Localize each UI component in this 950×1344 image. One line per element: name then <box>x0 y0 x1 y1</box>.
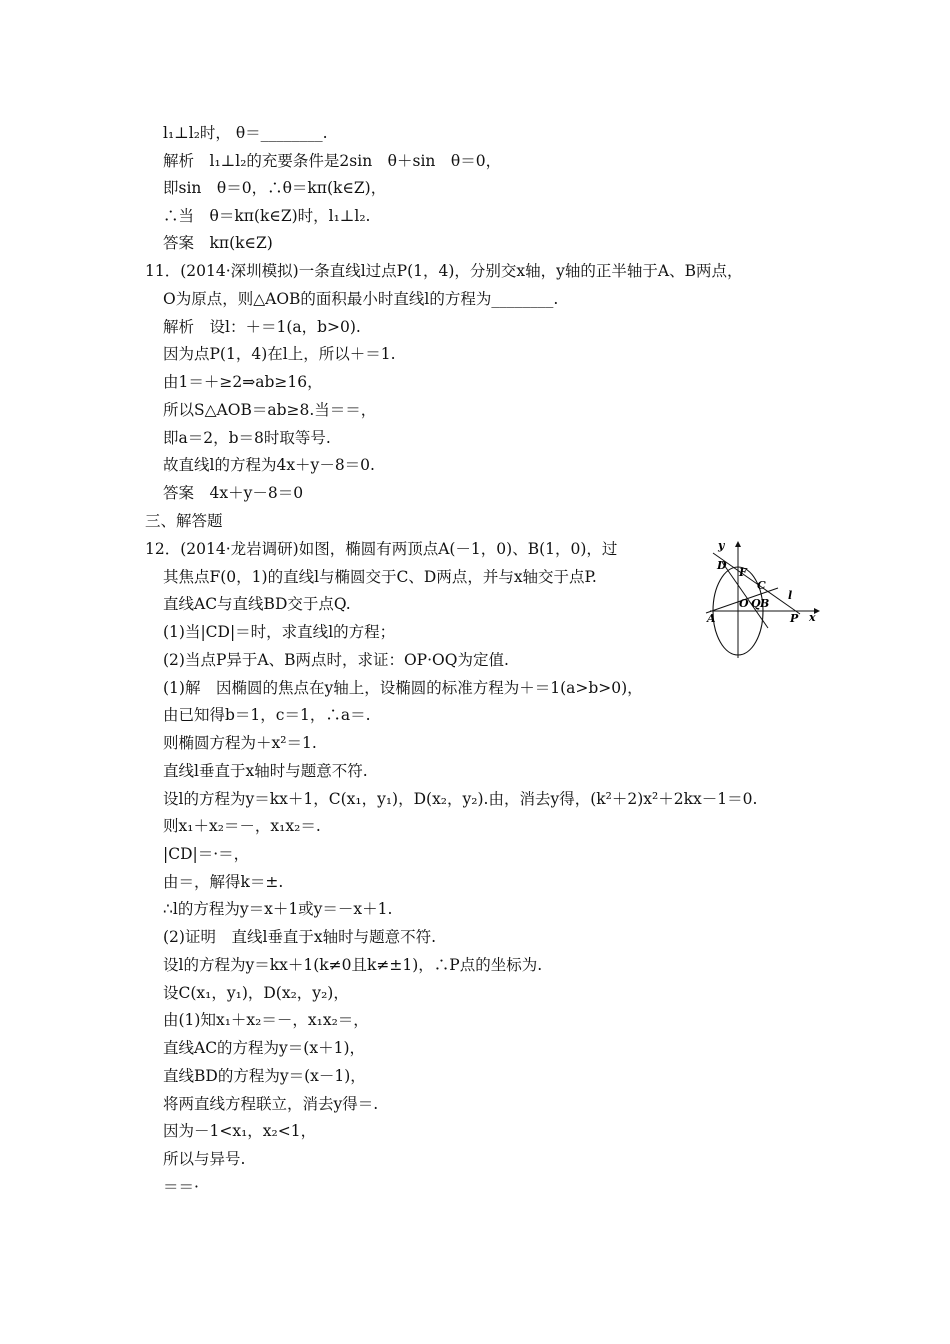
text-line: 设l的方程为y＝kx＋1，C(x₁，y₁)，D(x₂，y₂).由，消去y得，(k²＋2)x²＋2kx－1＝0. <box>163 790 758 808</box>
text-line: (1)解 因椭圆的焦点在y轴上，设椭圆的标准方程为＋＝1(a>b>0)， <box>163 679 643 697</box>
text-line: (1)当|CD|＝时，求直线l的方程； <box>163 623 396 641</box>
text-line: O为原点，则△AOB的面积最小时直线l的方程为________. <box>163 290 559 308</box>
text-line: 所以S△AOB＝ab≥8.当＝＝， <box>163 401 377 419</box>
text-line: 答案 4x＋y－8＝0 <box>163 484 304 502</box>
text-line: 因为－1<x₁，x₂<1， <box>163 1122 317 1140</box>
text-line: 其焦点F(0，1)的直线l与椭圆交于C、D两点，并与x轴交于点P. <box>163 568 597 586</box>
text-line: 解析 设l：＋＝1(a，b>0). <box>163 318 361 336</box>
text-line: 由已知得b＝1，c＝1，∴a＝. <box>163 706 371 724</box>
text-line: 直线AC的方程为y＝(x＋1)， <box>163 1039 366 1057</box>
text-line: 直线AC与直线BD交于点Q. <box>163 595 351 613</box>
label-a: A <box>707 612 716 625</box>
text-line: 即a＝2，b＝8时取等号. <box>163 429 331 447</box>
text-line: ∴l的方程为y＝x＋1或y＝－x＋1. <box>163 900 393 918</box>
text-line: 所以与异号. <box>163 1150 246 1168</box>
text-line: 则x₁＋x₂＝－，x₁x₂＝. <box>163 817 321 835</box>
text-line: 设C(x₁，y₁)，D(x₂，y₂)， <box>163 984 349 1002</box>
label-q: Q <box>751 597 761 610</box>
label-o: O <box>739 597 749 610</box>
label-l: l <box>788 589 793 602</box>
section-heading: 三、解答题 <box>145 512 223 530</box>
problem-12-line: 12．(2014·龙岩调研)如图，椭圆有两顶点A(－1，0)、B(1，0)，过 <box>145 540 618 558</box>
text-line: ＝＝· <box>163 1178 199 1196</box>
text-line: (2)当点P异于A、B两点时，求证：OP·OQ为定值. <box>163 651 509 669</box>
text-line: 即sin θ＝0，∴θ＝kπ(k∈Z)， <box>163 179 387 197</box>
text-line: 直线l垂直于x轴时与题意不符. <box>163 762 368 780</box>
label-c: C <box>757 579 766 592</box>
text-line: 解析 l₁⊥l₂的充要条件是2sin θ＋sin θ＝0， <box>163 152 502 170</box>
text-line: 则椭圆方程为＋x²＝1. <box>163 734 317 752</box>
text-line: |CD|＝·＝， <box>163 845 250 863</box>
text-line: 故直线l的方程为4x＋y－8＝0. <box>163 456 375 474</box>
text-line: l₁⊥l₂时， θ＝________. <box>163 124 328 142</box>
text-line: 直线BD的方程为y＝(x－1)， <box>163 1067 366 1085</box>
text-line: 设l的方程为y＝kx＋1(k≠0且k≠±1)，∴P点的坐标为. <box>163 956 543 974</box>
text-line: 由1＝＋≥2⇒ab≥16， <box>163 373 323 391</box>
y-axis-arrow <box>735 541 741 547</box>
text-line: 因为点P(1，4)在l上，所以＋＝1. <box>163 345 396 363</box>
text-line: ∴当 θ＝kπ(k∈Z)时，l₁⊥l₂. <box>163 207 371 225</box>
label-b: B <box>760 597 770 610</box>
label-x: x <box>809 611 816 624</box>
text-line: (2)证明 直线l垂直于x轴时与题意不符. <box>163 928 437 946</box>
label-d: D <box>717 559 727 572</box>
text-line: 答案 kπ(k∈Z) <box>163 234 273 252</box>
problem-11-line: 11．(2014·深圳模拟)一条直线l过点P(1，4)，分别交x轴，y轴的正半轴于A、B两点， <box>145 262 743 280</box>
label-f: F <box>739 566 747 579</box>
text-line: 由(1)知x₁＋x₂＝－，x₁x₂＝， <box>163 1011 369 1029</box>
label-p: P <box>790 612 799 625</box>
text-line: 由＝，解得k＝±. <box>163 873 284 891</box>
text-line: 将两直线方程联立，消去y得＝. <box>163 1095 379 1113</box>
label-y: y <box>718 539 725 552</box>
ellipse-figure <box>708 540 820 660</box>
